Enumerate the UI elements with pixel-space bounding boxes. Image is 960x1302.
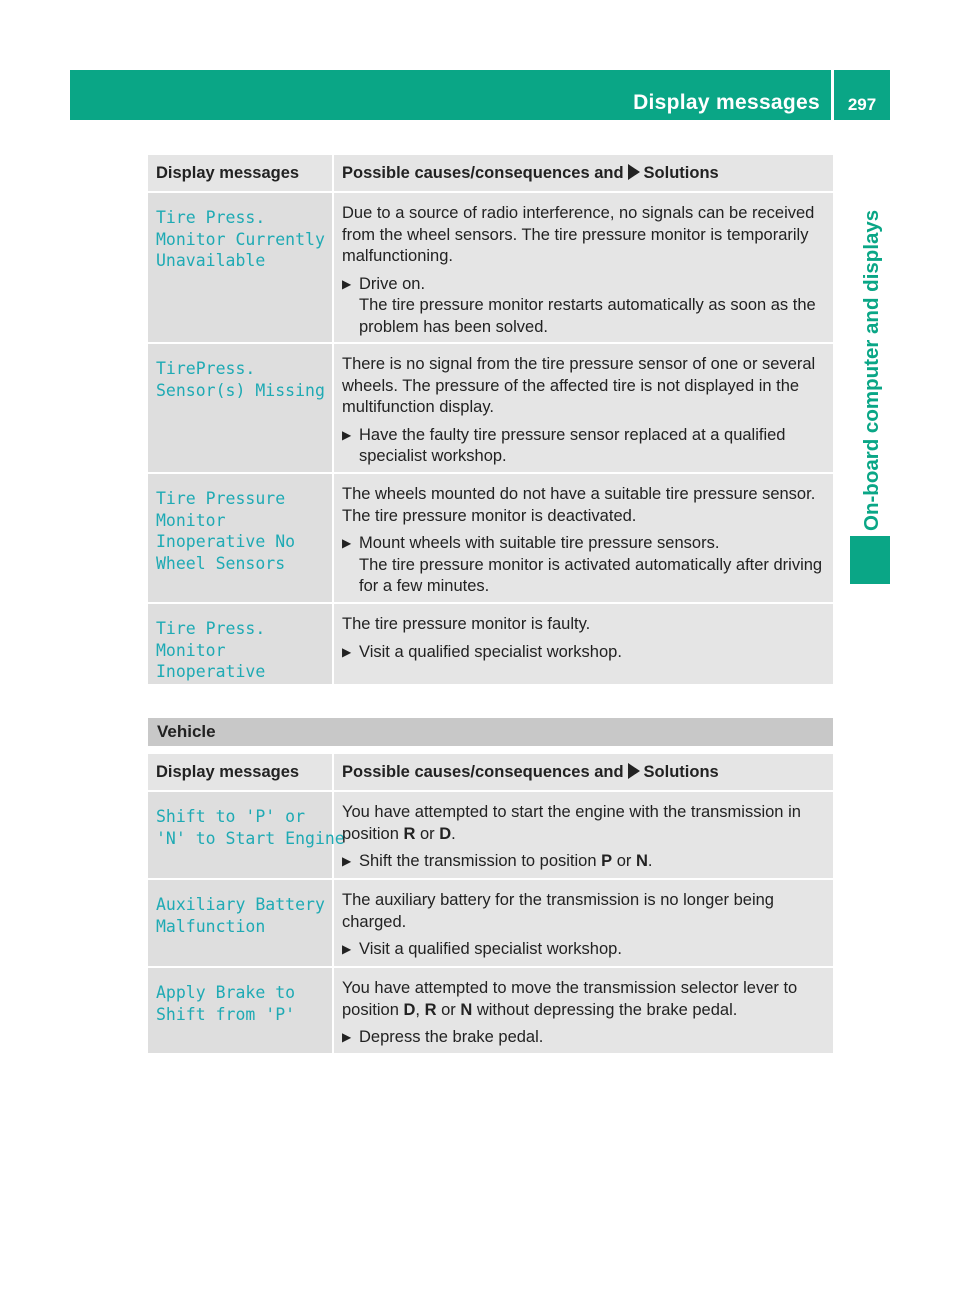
play-arrow-icon: ▶	[342, 644, 352, 659]
gear-position: N	[460, 1000, 473, 1019]
solution-step	[342, 939, 827, 961]
cause-text: The wheels mounted do not have a suitable tire pressure sensor. The tire pressure monitor is deactivated.	[342, 485, 816, 525]
play-arrow-icon	[628, 763, 640, 779]
display-message: TirePress. Sensor(s) Missing	[156, 359, 325, 400]
solution-cell	[334, 344, 833, 472]
table-header-row	[148, 754, 833, 792]
col-header-solutions-suffix: Solutions	[643, 763, 719, 781]
solution-cell	[334, 968, 833, 1053]
display-message: Shift to 'P' or 'N' to Start Engine	[156, 807, 345, 848]
step-note: The tire pressure monitor is activated automatically after driving for a few minutes.	[359, 555, 823, 595]
solution-step	[342, 274, 827, 339]
cause-text: The auxiliary battery for the transmission is no longer being charged.	[342, 891, 774, 931]
page-number: 297	[847, 95, 877, 114]
display-message: Tire Press. Monitor Inoperative	[156, 619, 266, 681]
step-note: The tire pressure monitor restarts automatically as soon as the problem has been solved.	[359, 296, 816, 336]
play-arrow-icon: ▶	[342, 1030, 352, 1044]
step-text: Depress the brake pedal.	[359, 1028, 544, 1046]
step-text: Shift the transmission to position	[359, 852, 602, 870]
table-row	[148, 604, 833, 686]
step-text: Have the faulty tire pressure sensor replaced at a qualified specialist workshop.	[359, 425, 786, 465]
col-header-solutions-text: Possible causes/consequences and	[342, 164, 624, 182]
cause-text-part: .	[451, 824, 456, 843]
gear-position: D	[439, 824, 452, 843]
page-header	[70, 70, 890, 120]
cause-text: The tire pressure monitor is faulty.	[342, 615, 591, 633]
gear-position: R	[424, 1000, 437, 1019]
cause-text-part: or	[436, 1000, 461, 1019]
cause-text: There is no signal from the tire pressure sensor of one or several wheels. The pressure of the affected tire is not displayed in the multifunction display.	[342, 355, 816, 416]
cause-text-part: or	[415, 824, 440, 843]
solution-cell	[334, 604, 833, 684]
section-heading-vehicle: Vehicle	[148, 718, 833, 746]
table-row	[148, 474, 833, 604]
display-message: Tire Pressure Monitor Inoperative No Wheel Sensors	[156, 489, 296, 573]
display-message-cell	[148, 193, 334, 342]
display-message-cell	[148, 968, 334, 1053]
gear-position: D	[403, 1000, 416, 1019]
table-header-row	[148, 155, 833, 193]
display-message-cell	[148, 880, 334, 966]
col-header-solutions	[334, 754, 833, 790]
header-title: Display messages	[633, 91, 820, 114]
gear-position: R	[403, 824, 416, 843]
cause-text	[342, 802, 827, 845]
solution-cell	[334, 880, 833, 966]
solution-step	[342, 851, 827, 873]
cause-text-part: You have attempted to move the transmission selector lever to position	[342, 979, 798, 1019]
col-header-messages: Display messages	[148, 155, 334, 191]
tire-pressure-table	[148, 155, 833, 686]
display-message: Tire Press. Monitor Currently Unavailable	[156, 208, 325, 270]
col-header-messages: Display messages	[148, 754, 334, 790]
gear-position: P	[601, 852, 613, 870]
col-header-solutions	[334, 155, 833, 191]
gear-position: N	[635, 852, 648, 870]
display-message-cell	[148, 344, 334, 472]
display-message-cell	[148, 792, 345, 878]
step-text: Visit a qualified specialist workshop.	[359, 940, 622, 958]
solution-cell	[334, 792, 833, 878]
cause-text	[342, 978, 827, 1021]
display-message: Auxiliary Battery Malfunction	[156, 895, 325, 936]
step-text: or	[612, 852, 636, 870]
step-text: Visit a qualified specialist workshop.	[359, 642, 622, 661]
play-arrow-icon: ▶	[342, 427, 352, 442]
solution-step	[342, 533, 827, 598]
vehicle-table	[148, 754, 833, 1055]
solution-step	[342, 1027, 827, 1049]
solution-cell	[334, 193, 833, 342]
cause-text-part: ,	[415, 1000, 425, 1019]
col-header-solutions-text: Possible causes/consequences and	[342, 763, 624, 781]
side-chapter-text: On-board computer and displays	[860, 209, 883, 531]
table-row	[148, 193, 833, 344]
table-row	[148, 880, 833, 968]
play-arrow-icon	[628, 164, 640, 180]
cause-text-part: You have attempted to start the engine with the transmission in position	[342, 803, 801, 843]
solution-step	[342, 425, 827, 468]
display-message-cell	[148, 604, 334, 684]
play-arrow-icon: ▶	[342, 276, 352, 291]
cause-text-part: without depressing the brake pedal.	[472, 1000, 738, 1019]
step-text: .	[647, 852, 653, 870]
play-arrow-icon: ▶	[342, 854, 352, 868]
cause-text: Due to a source of radio interference, no signals can be received from the wheel sensors. The tire pressure monitor is temporarily malfunctioning.	[342, 204, 815, 265]
solution-step	[342, 642, 827, 664]
table-row	[148, 792, 833, 880]
step-text: Drive on.	[359, 274, 426, 293]
table-row	[148, 344, 833, 474]
play-arrow-icon: ▶	[342, 536, 352, 550]
table-row	[148, 968, 833, 1055]
solution-cell	[334, 474, 833, 602]
display-message: Apply Brake to Shift from 'P'	[156, 983, 296, 1024]
display-message-cell	[148, 474, 334, 602]
side-chapter-marker	[850, 536, 890, 584]
play-arrow-icon: ▶	[342, 942, 352, 956]
step-text: Mount wheels with suitable tire pressure sensors.	[359, 534, 720, 552]
col-header-solutions-suffix: Solutions	[643, 164, 719, 182]
